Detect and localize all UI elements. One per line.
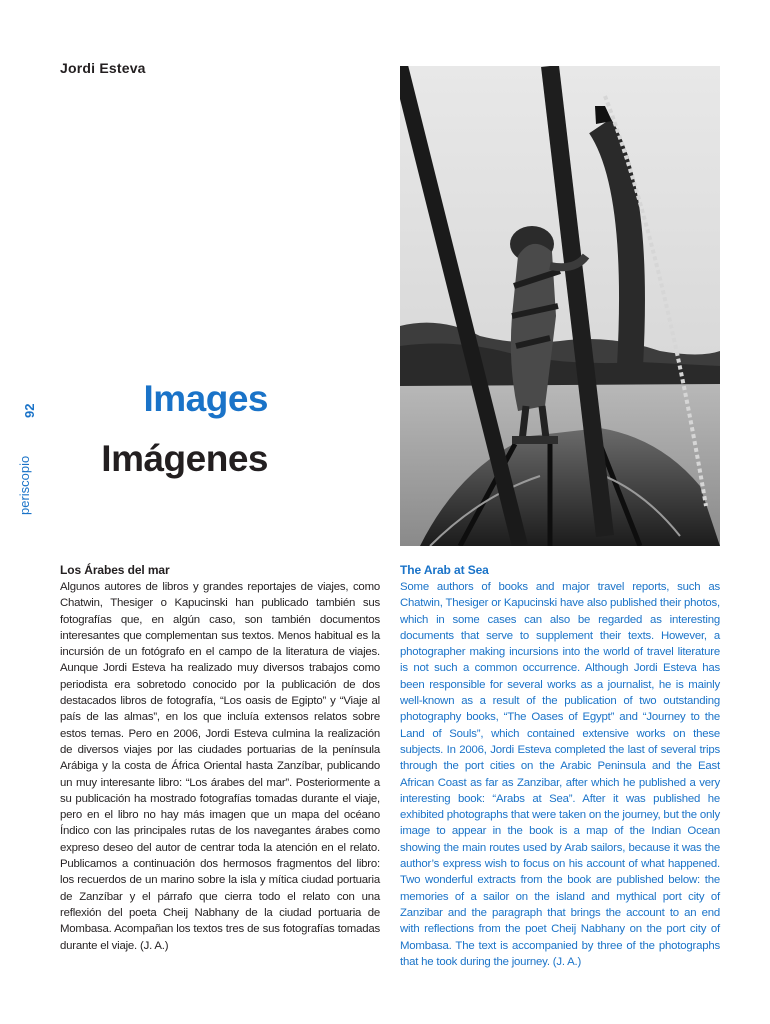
title-english: Images (143, 378, 268, 419)
article-spanish (60, 562, 380, 954)
photo-dhow (400, 66, 720, 546)
article-body-english: Some authors of books and major travel reports, such as Chatwin, Thesiger or Kapucinski have also published their photos, which in some cases can also be regarded as interesting documents that serve to supplement their texts. However, a photographer making incursions into the world of travel literature is not such a common occurrence. Although Jordi Esteva has been responsible for several works as a journalist, he is mainly well-known as a result of the publication of two outstanding photography books, “The Oases of Egypt” and “Journey to the Land of Souls”, which contained extensive works on these subjects. In 2006, Jordi Esteva completed the last of several trips through the port cities on the Arabic Peninsula and the East African Coast as far as Zanzibar, after which he published a very interesting book: “Arabs at Sea”. After it was published he exhibited photographs that were taken on the journey, but the only image to appear in the book is a map of the Indian Ocean showing the main routes used by Arab sailors, because it was the author’s express wish to focus on his account of what happened. Two wonderful extracts from the book are published below: the memories of a sailor on the island and mythical port city of Zanzibar and the paragraph that brings the account to an end with reflections from the poet Cheij Nabhany on the port city of Mombasa. The text is accompanied by three of the photographs that he took during the journey. (J. A.) (400, 581, 720, 968)
article-heading-spanish: Los Árabes del mar (60, 563, 170, 577)
article-body-spanish: Algunos autores de libros y grandes reportajes de viajes, como Chatwin, Thesiger o Kapucinski han publicado también sus fotografías que, en algún caso, son también documentos interesantes que complementan sus textos. Menos habitual es la incursión de un fotógrafo en el campo de la literatura de viajes. Aunque Jordi Esteva ha realizado muy diversos trabajos como periodista era sobretodo conocido por la publicación de dos destacados libros de fotografía, “Los oasis de Egipto” y “Viaje al país de las almas”, en los que incluía extensos relatos sobre estos temas. Pero en 2006, Jordi Esteva culmina la realización de diversos viajes por las ciudades portuarias de la península Arábiga y la costa de África Oriental hasta Zanzíbar, publicando un muy interesante libro: “Los árabes del mar”. Posteriormente a su publicación ha mostrado fotografías tomadas durante el viaje, pero en el libro no hay más imagen que un mapa del océano Índico con las principales rutas de los navegantes árabes como expreso deseo del autor de centrar toda la atención en el relato. Publicamos a continuación dos hermosos fragmentos del libro: los recuerdos de un marino sobre la isla y mítica ciudad portuaria de Zanzíbar y el párrafo que cierra todo el relato con una reflexión del poeta Cheij Nabhany de la ciudad portuaria de Mombasa. Acompañan los textos tres de sus fotografías tomadas durante el viaje. (J. A.) (60, 581, 380, 952)
page-number: 92 (22, 403, 37, 418)
title-spanish: Imágenes (101, 438, 268, 479)
author-name: Jordi Esteva (60, 60, 146, 76)
article-heading-english: The Arab at Sea (400, 563, 489, 577)
article-english (400, 562, 720, 970)
person-standing-at-dhow-bow-icon (400, 66, 720, 546)
section-name: periscopio (17, 455, 32, 515)
